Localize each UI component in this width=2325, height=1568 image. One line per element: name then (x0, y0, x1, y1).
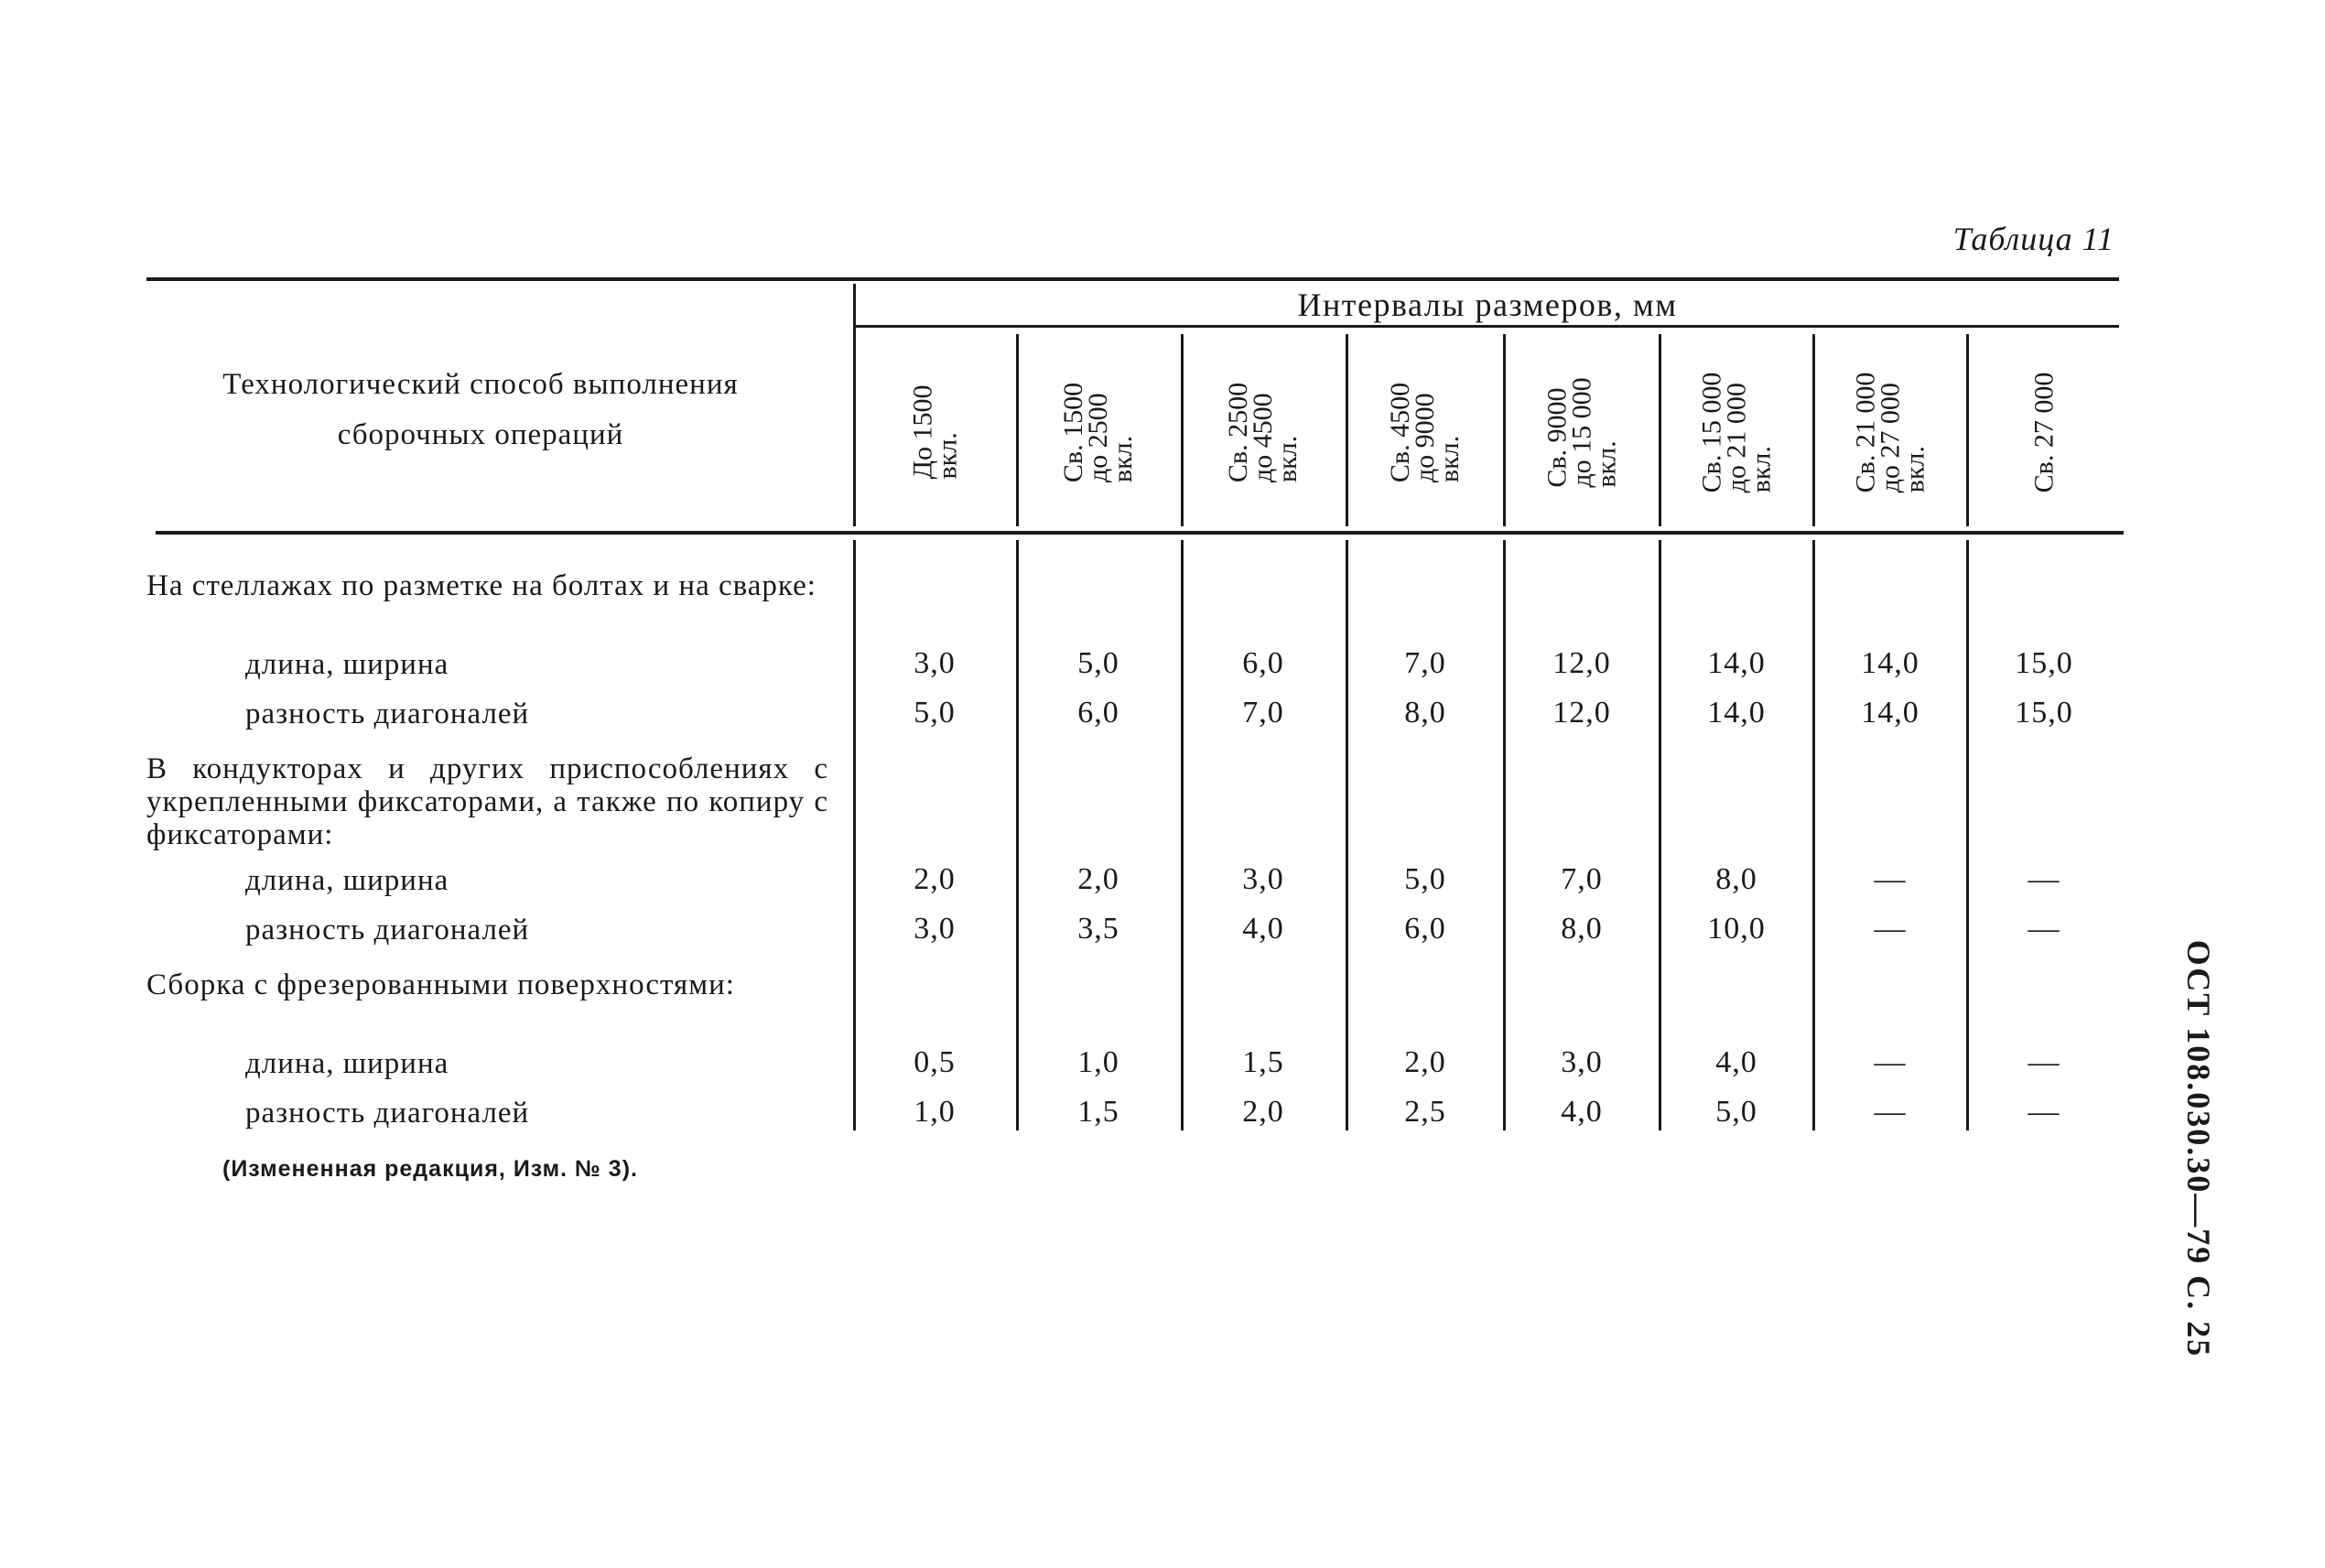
table-cell: 3,5 (1077, 912, 1119, 946)
table-top-rule (146, 277, 2119, 281)
table-cell: 14,0 (1861, 646, 1919, 680)
table-cell: 1,0 (1077, 1045, 1119, 1079)
column-header-text: Св. 21 000 до 27 000 вкл. (1850, 372, 1930, 492)
header-col-rule (1016, 334, 1019, 526)
row-label: длина, ширина (245, 1047, 449, 1080)
column-header-text: Св. 4500 до 9000 вкл. (1385, 382, 1465, 482)
body-col-rule (1966, 540, 1969, 1130)
column-header (1504, 337, 1660, 527)
table-cell: 2,0 (914, 862, 956, 896)
table-cell: 2,0 (1404, 1045, 1446, 1079)
intervals-header: Интервалы размеров, мм (1297, 287, 1678, 323)
table-cell: — (2028, 862, 2060, 896)
table-cell: — (2028, 912, 2060, 946)
table-cell: 7,0 (1242, 696, 1284, 730)
table-cell: 4,0 (1715, 1045, 1757, 1079)
table-cell: 2,5 (1404, 1095, 1446, 1129)
column-header (1347, 337, 1503, 527)
table-cell: 6,0 (1404, 912, 1446, 946)
table-cell: — (1874, 862, 1907, 896)
column-header (1021, 337, 1176, 527)
column-header-text: До 1500 вкл. (907, 384, 962, 480)
row-label: разность диагоналей (245, 697, 530, 730)
table-cell: 8,0 (1561, 912, 1603, 946)
table-cell: — (1874, 912, 1907, 946)
table-cell: 14,0 (1707, 646, 1766, 680)
revision-note: (Измененная редакция, Изм. № 3). (222, 1156, 638, 1182)
body-col-rule (1503, 540, 1506, 1130)
column-header (1185, 337, 1341, 527)
column-header (1812, 337, 1968, 527)
table-caption: Таблица 11 (1952, 221, 2114, 257)
row-label: длина, ширина (245, 864, 449, 897)
table-cell: — (1874, 1045, 1907, 1079)
standard-page-ref: ОСТ 108.030.30—79 С. 25 (2180, 939, 2218, 1358)
table-cell: 7,0 (1404, 646, 1446, 680)
column-header (1966, 337, 2122, 527)
table-cell: 12,0 (1552, 646, 1611, 680)
table-cell: 8,0 (1715, 862, 1757, 896)
table-cell: 10,0 (1707, 912, 1766, 946)
page-margin-label (2174, 939, 2224, 1358)
header-col-rule (1181, 334, 1184, 526)
column-header (857, 337, 1012, 527)
table-cell: 1,0 (914, 1095, 956, 1129)
section-title: Сборка с фрезерованными поверхностями: (146, 968, 735, 1001)
table-cell: 3,0 (1242, 862, 1284, 896)
table-cell: — (2028, 1095, 2060, 1129)
body-col-rule (1016, 540, 1019, 1130)
table-cell: 1,5 (1077, 1095, 1119, 1129)
body-divider (853, 540, 856, 1130)
body-col-rule (1181, 540, 1184, 1130)
row-label: длина, ширина (245, 648, 449, 681)
column-header-text: Св. 1500 до 2500 вкл. (1058, 382, 1139, 482)
table-cell: 5,0 (1715, 1095, 1757, 1129)
table-cell: — (1874, 1095, 1907, 1129)
table-cell: 15,0 (2015, 696, 2073, 730)
table-cell: 3,0 (914, 912, 956, 946)
body-col-rule (1659, 540, 1661, 1130)
table-cell: 4,0 (1242, 912, 1284, 946)
table-cell: 14,0 (1707, 696, 1766, 730)
table-cell: 7,0 (1561, 862, 1603, 896)
table-cell: 3,0 (1561, 1045, 1603, 1079)
table-cell: 15,0 (2015, 646, 2073, 680)
table-cell: 12,0 (1552, 696, 1611, 730)
table-cell: 5,0 (1404, 862, 1446, 896)
table-cell: 8,0 (1404, 696, 1446, 730)
table-cell: 14,0 (1861, 696, 1919, 730)
table-cell: 2,0 (1077, 862, 1119, 896)
section-title: На стеллажах по разметке на болтах и на сварке: (146, 569, 816, 602)
column-header-text: Св. 15 000 до 21 000 вкл. (1696, 372, 1777, 492)
column-header (1659, 337, 1814, 527)
table-cell: 2,0 (1242, 1095, 1284, 1129)
table-cell: 5,0 (1077, 646, 1119, 680)
table-cell: 0,5 (914, 1045, 956, 1079)
body-col-rule (1346, 540, 1348, 1130)
column-header-text: Св. 27 000 (2028, 372, 2060, 492)
header-bottom-rule (156, 531, 2124, 535)
table-cell: 4,0 (1561, 1095, 1603, 1129)
table-cell: 6,0 (1077, 696, 1119, 730)
column-header-text: Св. 2500 до 4500 вкл. (1223, 382, 1303, 482)
row-label: разность диагоналей (245, 914, 530, 946)
intervals-rule (856, 325, 2119, 328)
table-cell: 6,0 (1242, 646, 1284, 680)
method-column-header: Технологический способ выполнения сборочных операций (222, 368, 739, 451)
table-cell: — (2028, 1045, 2060, 1079)
section-title: В кондукторах и других приспособлениях с укрепленными фиксаторами, а также по копиру с фиксаторами: (146, 752, 828, 851)
table-cell: 3,0 (914, 646, 956, 680)
row-label: разность диагоналей (245, 1097, 530, 1130)
table-cell: 5,0 (914, 696, 956, 730)
column-header-text: Св. 9000 до 15 000 вкл. (1541, 376, 1622, 488)
table-cell: 1,5 (1242, 1045, 1284, 1079)
body-col-rule (1812, 540, 1815, 1130)
